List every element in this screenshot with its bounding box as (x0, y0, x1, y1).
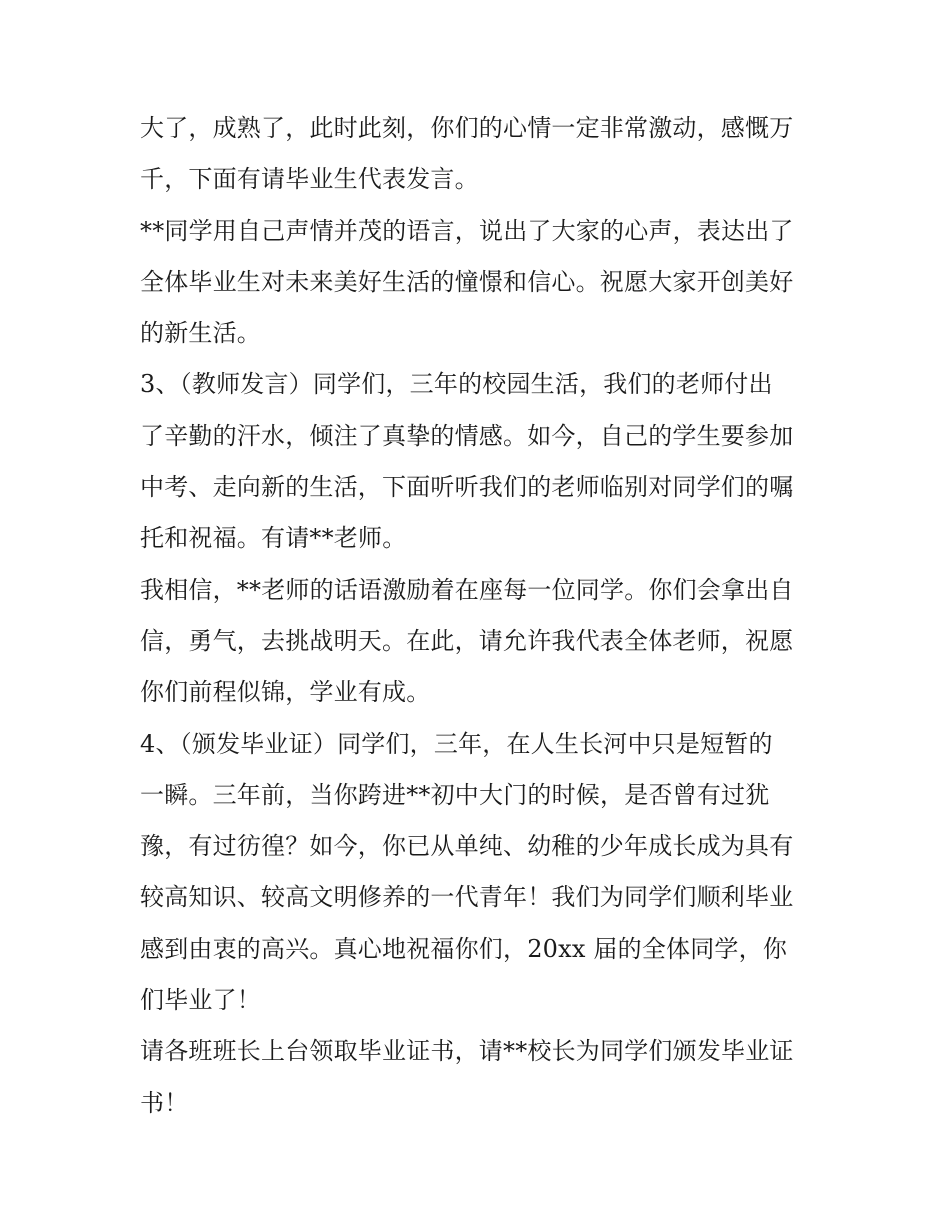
text-line: 请各班班长上台领取毕业证书，请**校长为同学们颁发毕业证 (140, 1037, 794, 1066)
paragraph-teacher-speech-summary (140, 565, 820, 719)
text-line: 我相信，**老师的话语激励着在座每一位同学。你们会拿出自 (140, 575, 794, 604)
text-line: 大了，成熟了，此时此刻，你们的心情一定非常激动，感慨万 (140, 114, 794, 142)
text-line: 你们前程似锦，学业有成。 (140, 678, 431, 707)
paragraph-graduate-speech-intro (140, 103, 820, 206)
document-body (140, 103, 820, 1129)
text-line: 书！ (140, 1088, 189, 1117)
text-line: 们毕业了！ (140, 986, 261, 1015)
text-line: 感到由衷的高兴。真心地祝福你们，20xx 届的全体同学，你 (140, 934, 788, 963)
text-line: 4、（颁发毕业证）同学们，三年，在人生长河中只是短暂的 (140, 729, 773, 758)
text-line: 全体毕业生对未来美好生活的憧憬和信心。祝愿大家开创美好 (140, 267, 794, 296)
paragraph-certificate-handout (140, 1026, 820, 1129)
text-line: 千，下面有请毕业生代表发言。 (140, 165, 479, 194)
paragraph-certificate-ceremony (140, 719, 820, 1027)
text-line: 的新生活。 (140, 319, 261, 348)
text-line: 一瞬。三年前，当你跨进**初中大门的时候，是否曾有过犹 (140, 780, 770, 809)
text-line: 信，勇气，去挑战明天。在此，请允许我代表全体老师，祝愿 (140, 626, 794, 655)
text-line: 豫，有过彷徨？如今，你已从单纯、幼稚的少年成长成为具有 (140, 832, 794, 861)
text-line: 3、（教师发言）同学们，三年的校园生活，我们的老师付出 (140, 370, 773, 399)
text-line: 托和祝福。有请**老师。 (140, 524, 407, 553)
text-line: 较高知识、较高文明修养的一代青年！我们为同学们顺利毕业 (140, 883, 794, 912)
text-line: **同学用自己声情并茂的语言，说出了大家的心声，表达出了 (140, 216, 794, 245)
text-line: 中考、走向新的生活，下面听听我们的老师临别对同学们的嘱 (140, 473, 794, 502)
paragraph-graduate-speech-summary (140, 206, 820, 360)
text-line: 了辛勤的汗水，倾注了真挚的情感。如今，自己的学生要参加 (140, 421, 794, 450)
paragraph-teacher-speech-intro (140, 359, 820, 564)
